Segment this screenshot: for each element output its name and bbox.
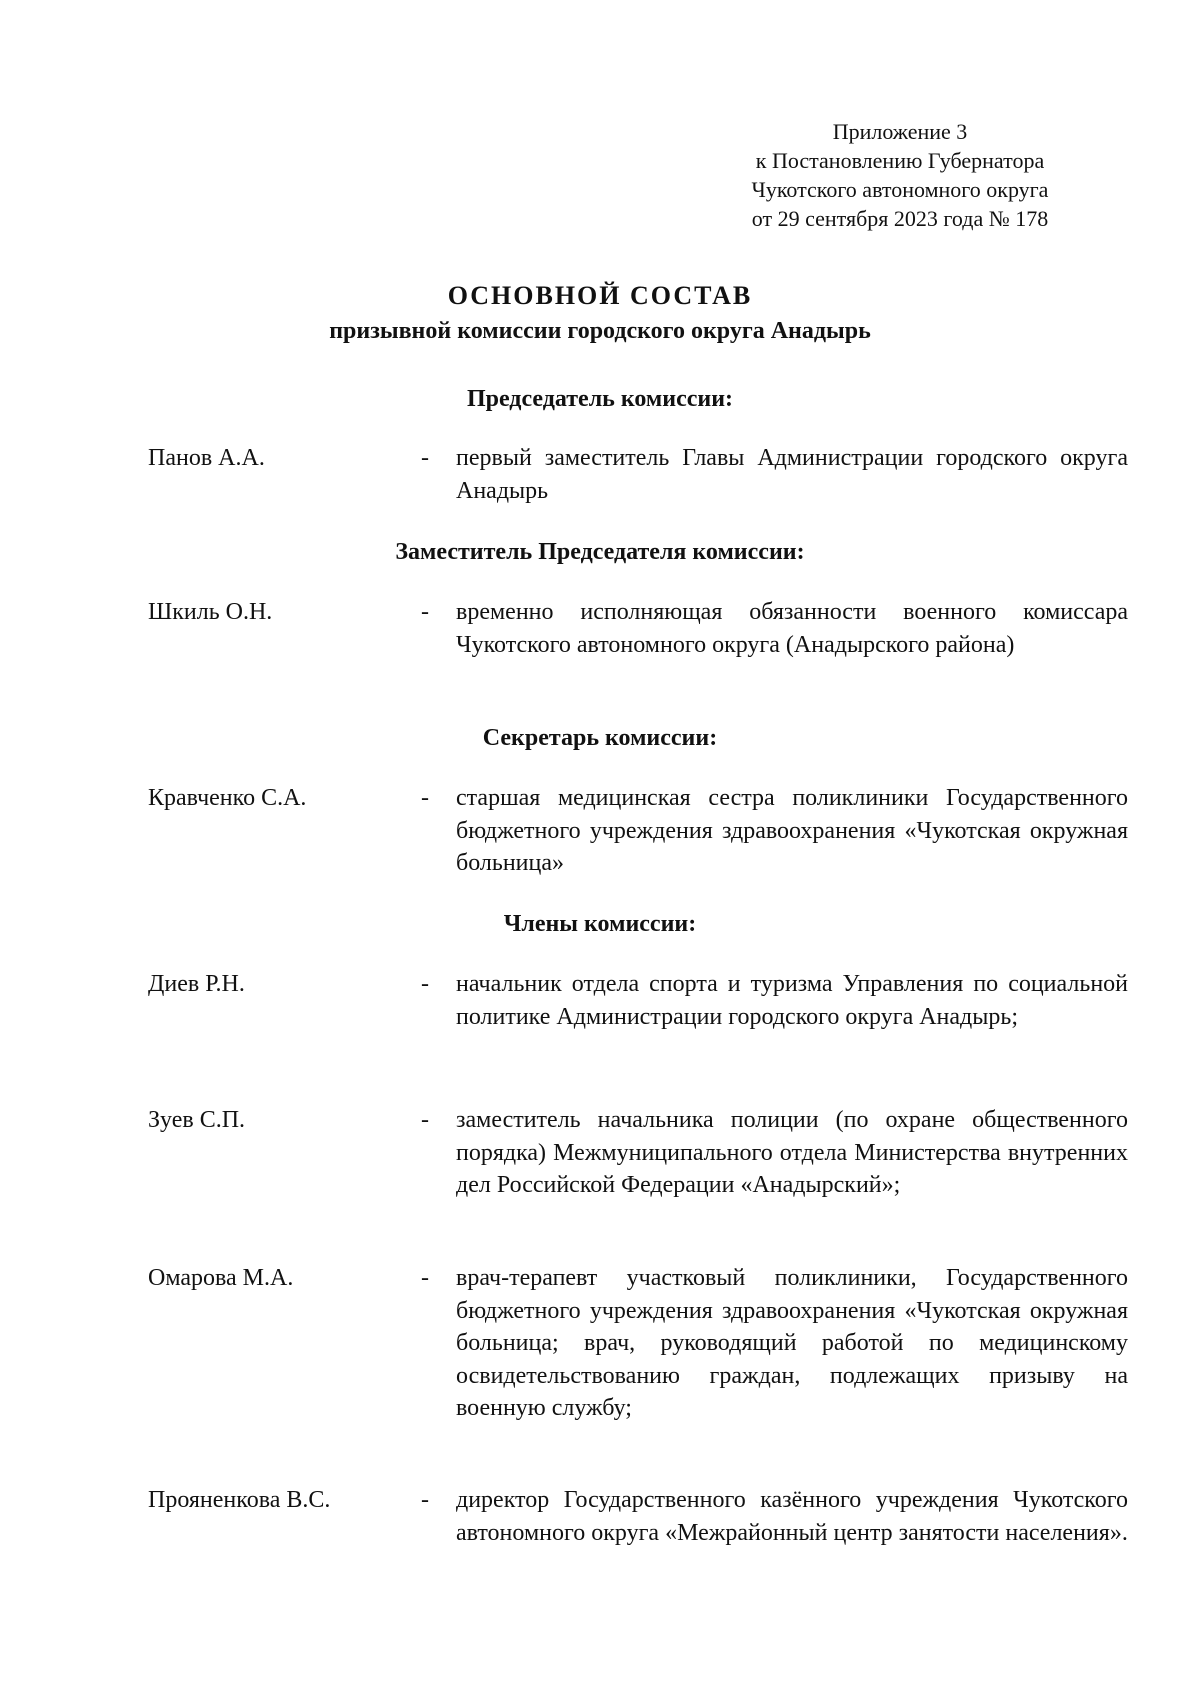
entry-name: Прояненкова В.С. xyxy=(148,1487,331,1513)
entry-member xyxy=(148,1262,1128,1425)
entry-secretary xyxy=(148,782,1128,880)
document-subtitle: призывной комиссии городского округа Анадырь xyxy=(329,318,871,344)
entry-name: Кравченко С.А. xyxy=(148,785,307,811)
appendix-line-1: Приложение 3 xyxy=(832,119,968,144)
entry-role: первый заместитель Главы Администрации городского округа Анадырь xyxy=(456,445,1128,504)
section-heading-members: Члены комиссии: xyxy=(503,911,697,937)
entry-chair xyxy=(148,442,1128,507)
entry-deputy xyxy=(148,596,1128,661)
entry-dash: - xyxy=(421,1487,429,1513)
section-heading-secretary: Секретарь комиссии: xyxy=(482,725,718,751)
entry-dash: - xyxy=(421,971,429,997)
entry-role: заместитель начальника полиции (по охране общественного порядка) Межмуниципального отдела Министерства внутренних дел Российской Федерации «Анадырский»; xyxy=(456,1107,1128,1198)
entry-role: врач-терапевт участковый поликлиники, Государственного бюджетного учреждения здравоохранения «Чукотская окружная больница; врач, руководящий работой по медицинскому освидетельствованию граждан, подлежащих призыву на военную службу; xyxy=(456,1265,1128,1421)
entry-name: Зуев С.П. xyxy=(148,1107,246,1133)
appendix-line-3: Чукотского автономного округа xyxy=(751,177,1049,202)
entry-dash: - xyxy=(421,599,429,625)
entry-dash: - xyxy=(421,445,429,471)
entry-member xyxy=(148,968,1128,1033)
section-heading-deputy: Заместитель Председателя комиссии: xyxy=(395,539,805,565)
entry-dash: - xyxy=(421,1265,429,1291)
entry-role: директор Государственного казённого учреждения Чукотского автономного округа «Межрайонный центр занятости населения». xyxy=(456,1487,1128,1546)
entry-name: Омарова М.А. xyxy=(148,1265,294,1291)
entry-member xyxy=(148,1484,1128,1549)
appendix-line-2: к Постановлению Губернатора xyxy=(755,148,1045,173)
appendix-header xyxy=(700,117,1100,233)
entry-role: старшая медицинская сестра поликлиники Государственного бюджетного учреждения здравоохранения «Чукотская окружная больница» xyxy=(456,785,1128,876)
entry-role: начальник отдела спорта и туризма Управления по социальной политике Администрации городского округа Анадырь; xyxy=(456,971,1128,1030)
appendix-line-4: от 29 сентября 2023 года № 178 xyxy=(751,206,1049,231)
entry-name: Панов А.А. xyxy=(148,445,265,471)
entry-member xyxy=(148,1104,1128,1202)
document-title-block xyxy=(0,278,1200,348)
entry-name: Диев Р.Н. xyxy=(148,971,245,997)
entry-name: Шкиль О.Н. xyxy=(148,599,273,625)
entry-dash: - xyxy=(421,785,429,811)
entry-dash: - xyxy=(421,1107,429,1133)
entry-role: временно исполняющая обязанности военного комиссара Чукотского автономного округа (Анадырского района) xyxy=(456,599,1128,658)
document-title: ОСНОВНОЙ СОСТАВ xyxy=(447,281,753,310)
section-heading-chair: Председатель комиссии: xyxy=(466,386,734,412)
